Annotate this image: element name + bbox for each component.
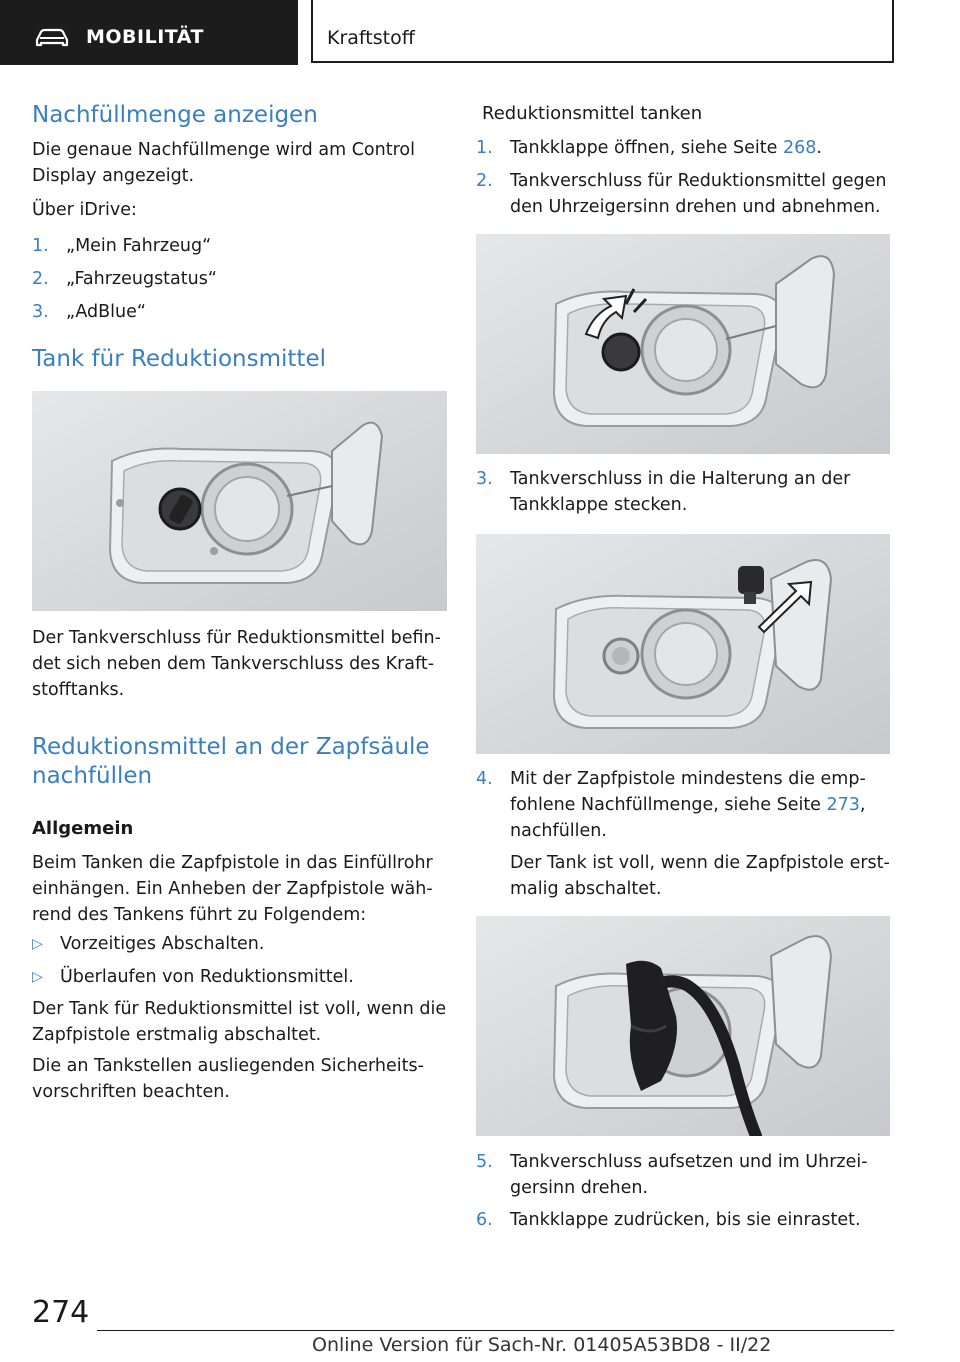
- page-number: 274: [32, 1295, 90, 1330]
- page-link[interactable]: 273: [826, 795, 860, 815]
- remove-cap-illustration: [476, 234, 890, 454]
- safety-text-line-1: Die an Tankstellen ausliegenden Sicherheits-: [32, 1056, 424, 1076]
- heading-pump-refill-line-1: Reduktionsmittel an der Zapfsäule: [32, 734, 430, 760]
- idrive-label: Über iDrive:: [32, 200, 137, 220]
- fuel-flap-illustration: [32, 391, 447, 611]
- section-title: MOBILITÄT: [86, 26, 204, 48]
- subheading-general: Allgemein: [32, 818, 134, 839]
- heading-pump-refill-line-2: nachfüllen: [32, 763, 153, 789]
- nozzle-illustration: [476, 916, 890, 1136]
- bullet-triangle-icon: ▷: [32, 969, 43, 985]
- topic-title: Kraftstoff: [327, 27, 415, 49]
- subheading-refill: Reduktionsmittel tanken: [482, 103, 703, 124]
- general-text-line-3: rend des Tankens führt zu Folgendem:: [32, 905, 367, 925]
- general-text-line-2: einhängen. Ein Anheben der Zapfpistole wäh-: [32, 879, 433, 899]
- car-icon: [34, 28, 70, 48]
- full-text-line-2: Zapfpistole erstmalig abschaltet.: [32, 1025, 322, 1045]
- tank-text-line-1: Der Tankverschluss für Reduktionsmittel befin-: [32, 628, 441, 648]
- general-text-line-1: Beim Tanken die Zapfpistole in das Einfüllrohr: [32, 853, 433, 873]
- refill-text-line-1: Die genaue Nachfüllmenge wird am Control: [32, 140, 415, 160]
- refill-text-line-2: Display angezeigt.: [32, 166, 195, 186]
- page-link[interactable]: 268: [782, 138, 817, 158]
- safety-text-line-2: vorschriften beachten.: [32, 1082, 230, 1102]
- full-text-line-1: Der Tank für Reduktionsmittel ist voll, wenn die: [32, 999, 447, 1019]
- tank-text-line-3: stofftanks.: [32, 680, 125, 700]
- heading-reductant-tank: Tank für Reduktionsmittel: [32, 346, 326, 372]
- section-tab: [0, 0, 298, 65]
- tank-text-line-2: det sich neben dem Tankverschluss des Kraft-: [32, 654, 435, 674]
- footer-divider: [97, 1330, 894, 1331]
- bullet-triangle-icon: ▷: [32, 936, 43, 952]
- stow-cap-illustration: [476, 534, 890, 754]
- heading-refill-amount: Nachfüllmenge anzeigen: [32, 102, 318, 128]
- topic-tab: [311, 0, 894, 63]
- online-version-note: Online Version für Sach-Nr. 01405A53BD8 - II/22: [312, 1334, 772, 1356]
